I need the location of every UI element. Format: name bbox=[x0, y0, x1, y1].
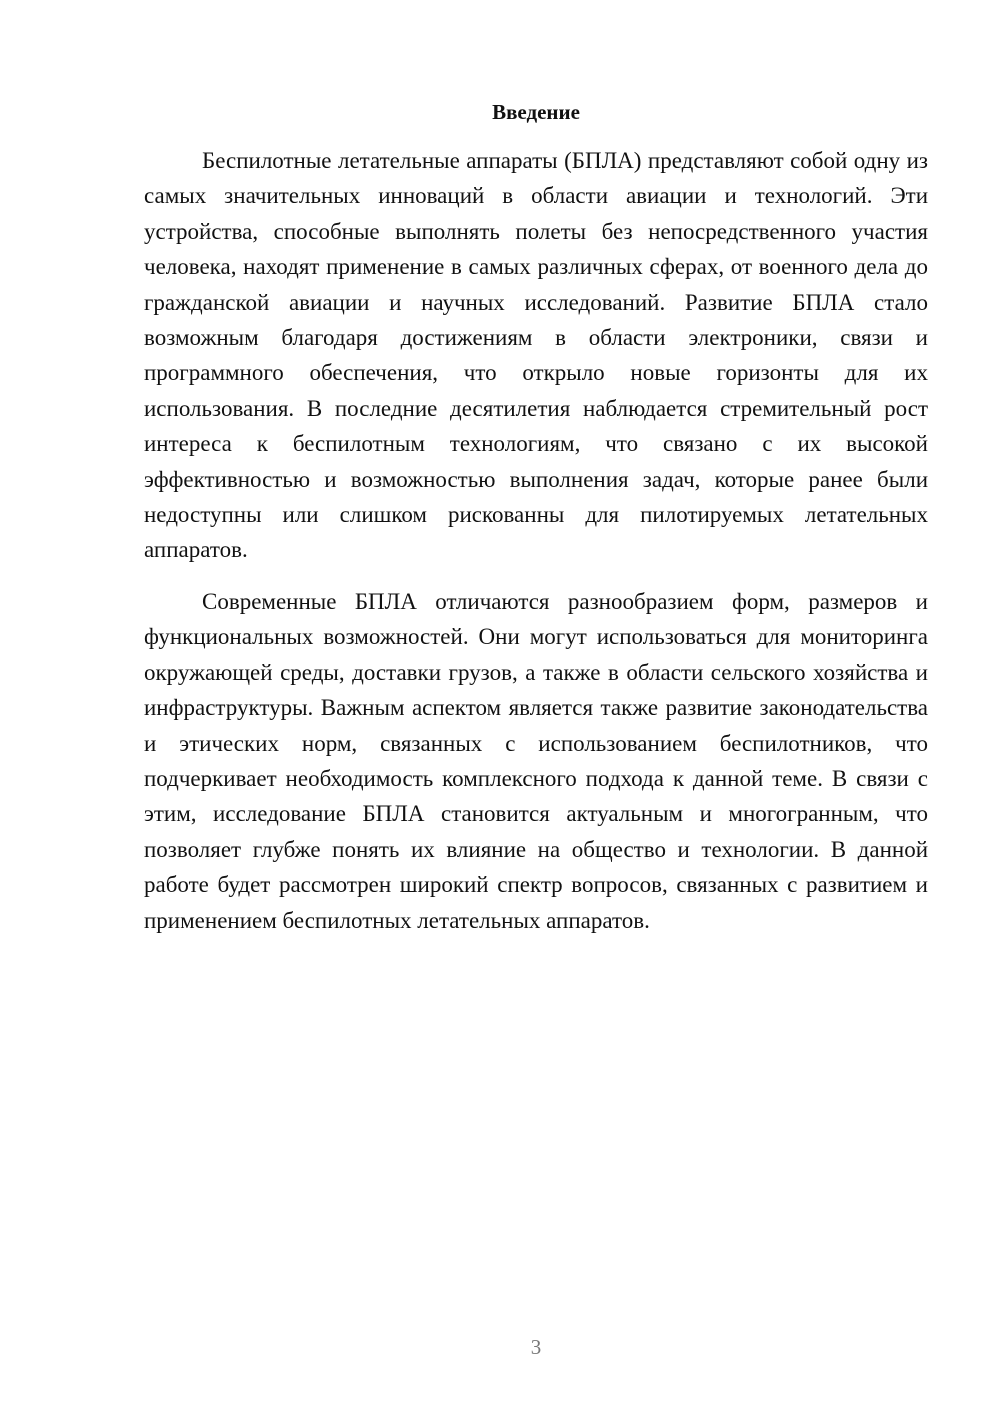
paragraph-1: Беспилотные летательные аппараты (БПЛА) представляют собой одну из самых значительных инноваций в области авиации и технологий. Эти устройства, способные выполнять полеты без непосредственного участия человека, находят применение в самых различных сферах, от военного дела до гражданской авиации и научных исследований. Развитие БПЛА стало возможным благодаря достижениям в области электроники, связи и программного обеспечения, что открыло новые горизонты для их использования. В последние десятилетия наблюдается стремительный рост интереса к беспилотным технологиям, что связано с их высокой эффективностью и возможностью выполнения задач, которые ранее были недоступны или слишком рискованны для пилотируемых летательных аппаратов. bbox=[144, 148, 928, 563]
section-title: Введение bbox=[492, 100, 580, 124]
page-number: 3 bbox=[530, 1335, 542, 1359]
paragraph-2: Современные БПЛА отличаются разнообразием форм, размеров и функциональных возможностей. Они могут использоваться для мониторинга окружающей среды, доставки грузов, а также в области сельского хозяйства и инфраструктуры. Важным аспектом является также развитие законодательства и этических норм, связанных с использованием беспилотников, что подчеркивает необходимость комплексного подхода к данной теме. В связи с этим, исследование БПЛА становится актуальным и многогранным, что позволяет глубже понять их влияние на общество и технологии. В данной работе будет рассмотрен широкий спектр вопросов, связанных с развитием и применением беспилотных летательных аппаратов. bbox=[144, 588, 928, 933]
body-text bbox=[144, 143, 928, 938]
